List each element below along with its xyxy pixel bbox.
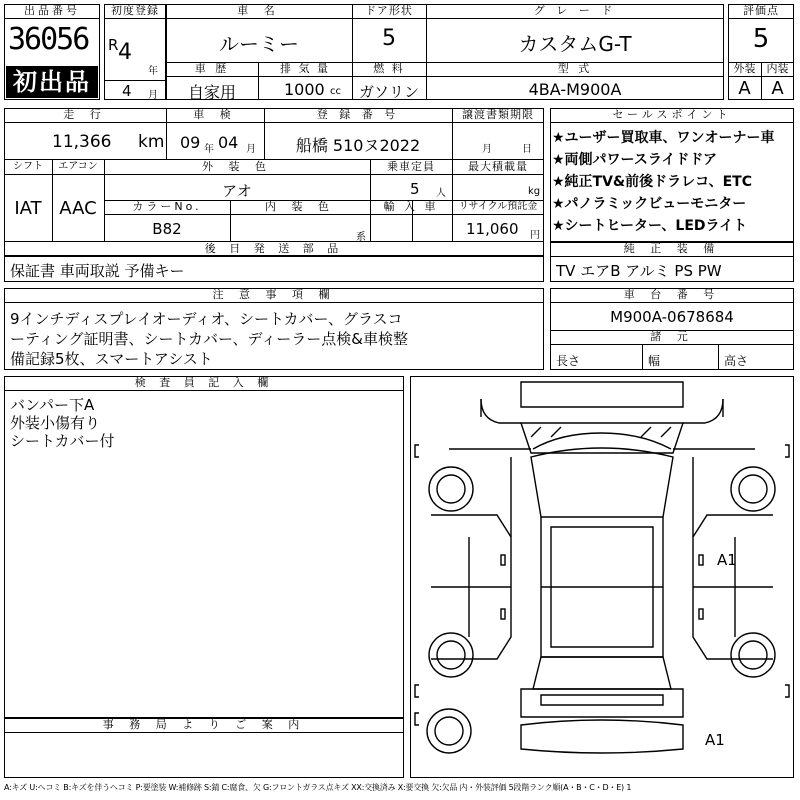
registration-year: 4 [118, 40, 132, 65]
import-label: 輸 入 車 [383, 200, 439, 213]
max-load-label: 最大積載量 [468, 160, 528, 173]
int-score-label: 内装 [766, 62, 789, 75]
selling-point: ★パノラミックビューモニター [552, 196, 747, 212]
transfer-label: 譲渡書類期限 [462, 108, 534, 121]
inspection-label: 車 検 [193, 108, 237, 121]
ext-color: アオ [222, 182, 252, 200]
chassis-number: M900A-0678684 [610, 308, 734, 326]
model-code-label: 型 式 [557, 62, 593, 75]
displacement-label: 排 気 量 [280, 62, 330, 75]
dimensions-label: 諸 元 [650, 330, 694, 343]
lot-number-label: 出品番号 [24, 4, 80, 17]
model-code: 4BA-M900A [528, 80, 622, 99]
office-label: 事 務 局 よ り ご 案 内 [102, 718, 306, 731]
chassis-label: 車 台 番 号 [623, 288, 721, 301]
mileage: 11,366 [52, 132, 112, 152]
selling-point: ★ユーザー買取車、ワンオーナー車 [552, 130, 775, 146]
ext-score: A [738, 78, 751, 99]
standard-equipment: TV エアB アルミ PS PW [556, 262, 722, 280]
year-unit: 年 [148, 66, 158, 77]
kei-unit: 系 [356, 232, 366, 243]
inspection-month: 04 [218, 133, 239, 152]
selling-point: ★純正TV&前後ドラレコ、ETC [552, 174, 752, 190]
fuel-label: 燃 料 [373, 62, 405, 75]
shift: IAT [14, 198, 42, 219]
car-name-label: 車 名 [237, 4, 281, 17]
month-unit: 月 [148, 90, 158, 101]
registration-number: 船橋 510ヌ2022 [295, 136, 421, 155]
standard-equipment-label: 純 正 装 備 [623, 242, 721, 255]
car-name: ルーミー [219, 32, 299, 56]
side-door-damage-mark: A1 [717, 551, 737, 569]
lot-number: 36056 [8, 22, 89, 57]
selling-point: ★両側パワースライドドア [552, 152, 718, 168]
ext-color-label: 外 装 色 [202, 160, 272, 173]
selling-point: ★シートヒーター、LEDライト [552, 218, 748, 234]
kg-unit: kg [528, 186, 541, 197]
km-unit: km [138, 132, 165, 152]
displacement: 1000 [284, 80, 325, 99]
inspector-line: シートカバー付 [10, 432, 115, 450]
rear-bumper-damage-mark: A1 [705, 731, 725, 749]
capacity-label: 乗車定員 [387, 160, 435, 173]
inspection-year-unit: 年 [204, 144, 214, 155]
person-unit: 人 [436, 188, 446, 199]
damage-diagram [410, 376, 794, 778]
later-parts: 保証書 車両取説 予備キー [10, 262, 185, 280]
shift-label: シフト [13, 161, 43, 172]
later-parts-label: 後 日 発 送 部 品 [204, 242, 344, 255]
grade-label: グ レ ー ド [533, 4, 617, 17]
note-line: ーティング証明書、シートカバー、ディーラー点検&車検整 [10, 330, 408, 348]
int-color-label: 内 装 色 [265, 200, 335, 213]
registration-month: 4 [122, 82, 132, 100]
overall-score: 5 [752, 24, 770, 54]
first-listing-badge: 初出品 [6, 66, 98, 98]
color-no-label: カラーNo. [132, 200, 202, 213]
door-count: 5 [382, 26, 396, 51]
transfer-day-unit: 日 [522, 144, 532, 155]
note-line: 9インチディスプレイオーディオ、シートカバー、グラスコ [10, 310, 403, 328]
height-label: 高さ [724, 354, 749, 368]
car-outline-diagram [411, 377, 793, 777]
color-no: B82 [152, 220, 182, 238]
aircon: AAC [59, 198, 97, 219]
width-label: 幅 [648, 354, 661, 368]
capacity: 5 [410, 180, 420, 198]
inspector-label: 検 査 員 記 入 欄 [134, 376, 274, 389]
grade: カスタムG-T [518, 32, 632, 56]
score-label: 評価点 [743, 4, 779, 17]
history-label: 車 歴 [194, 62, 230, 75]
notes-label: 注 意 事 項 欄 [212, 288, 336, 301]
recycle-label: リサイクル預託金 [458, 201, 538, 212]
era-letter: R [108, 36, 119, 54]
note-line: 備記録5枚、スマートアシスト [10, 350, 213, 368]
mileage-label: 走 行 [63, 108, 107, 121]
history: 自家用 [187, 83, 236, 102]
cc-unit: cc [330, 86, 341, 97]
length-label: 長さ [556, 354, 581, 368]
transfer-month-unit: 月 [482, 144, 492, 155]
aircon-label: エアコン [58, 161, 98, 172]
inspection-year: 09 [180, 133, 201, 152]
door-label: ドア形状 [365, 4, 413, 17]
inspector-line: 外装小傷有り [10, 414, 101, 432]
selling-points-label: セールスポイント [612, 108, 732, 121]
ext-score-label: 外装 [733, 62, 756, 75]
first-registration-label: 初度登録 [111, 4, 159, 17]
inspector-line: バンパー下A [10, 396, 95, 414]
registration-label: 登 録 番 号 [316, 108, 400, 121]
inspection-month-unit: 月 [246, 144, 256, 155]
legend: A:キズ U:ヘコミ B:キズを伴うヘコミ P:要塗装 W:補修跡 S:錆 C:腐食、欠 G:フロントガラス点キズ XX:交換済み X:要交換 欠:欠品 内・外装評価 5段階ランク順(A・B・C・D・E) 1 [4, 783, 632, 792]
fuel: ガソリン [358, 83, 419, 101]
yen-unit: 円 [530, 230, 540, 241]
int-score: A [771, 78, 784, 99]
recycle-fee: 11,060 [466, 220, 519, 238]
